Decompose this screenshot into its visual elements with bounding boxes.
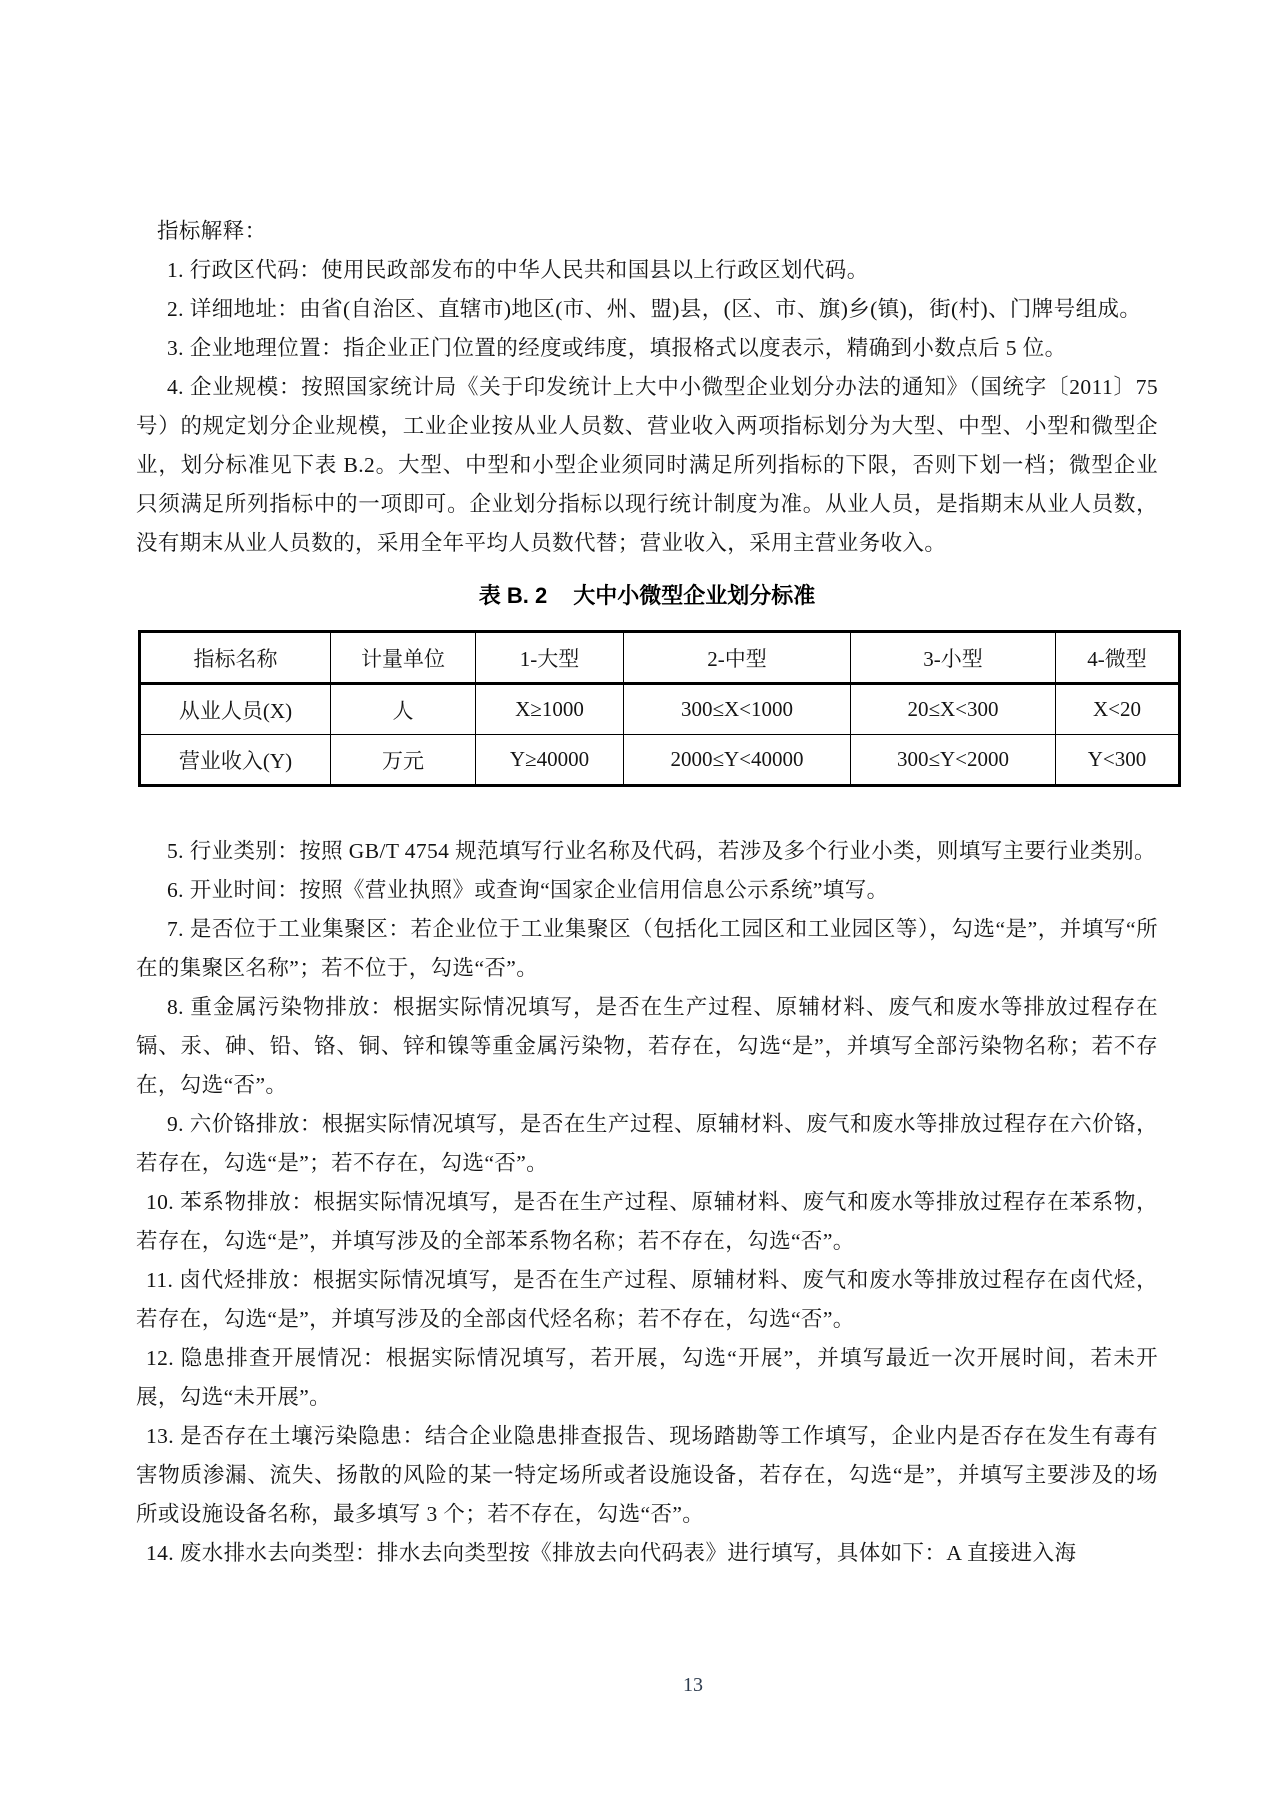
document-body <box>136 212 1158 1573</box>
paragraph-item-4: 4. 企业规模：按照国家统计局《关于印发统计上大中小微型企业划分办法的通知》（国统字〔2011〕75 号）的规定划分企业规模，工业企业按从业人员数、营业收入两项指标划分为大型、中型、小型和微型企业，划分标准见下表 B.2。大型、中型和小型企业须同时满足所列指标的下限，否则下划一档；微型企业只须满足所列指标中的一项即可。企业划分指标以现行统计制度为准。从业人员，是指期末从业人员数，没有期末从业人员数的，采用全年平均人员数代替；营业收入，采用主营业务收入。 <box>136 375 1158 555</box>
table-cell: 人 <box>331 684 476 735</box>
paragraph-item-3: 3. 企业地理位置：指企业正门位置的经度或纬度，填报格式以度表示，精确到小数点后 5 位。 <box>167 336 1067 360</box>
table-cell: 300≤Y<2000 <box>851 735 1056 786</box>
paragraph-item-6: 6. 开业时间：按照《营业执照》或查询“国家企业信用信息公示系统”填写。 <box>167 878 889 902</box>
paragraph-item-9: 9. 六价铬排放：根据实际情况填写，是否在生产过程、原辅材料、废气和废水等排放过程存在六价铬，若存在，勾选“是”；若不存在，勾选“否”。 <box>136 1112 1158 1175</box>
table-cell: X<20 <box>1056 684 1180 735</box>
paragraph-item-13: 13. 是否存在土壤污染隐患：结合企业隐患排查报告、现场踏勘等工作填写，企业内是否存在发生有毒有害物质渗漏、流失、扬散的风险的某一特定场所或者设施设备，若存在，勾选“是”，并填写主要涉及的场所或设施设备名称，最多填写 3 个；若不存在，勾选“否”。 <box>136 1424 1158 1526</box>
table-caption <box>136 576 1158 615</box>
paragraph-item-11: 11. 卤代烃排放：根据实际情况填写，是否在生产过程、原辅材料、废气和废水等排放过程存在卤代烃，若存在，勾选“是”，并填写涉及的全部卤代烃名称；若不存在，勾选“否”。 <box>136 1268 1158 1331</box>
table-header-cell: 2-中型 <box>624 632 851 684</box>
table-cell: Y≥40000 <box>476 735 624 786</box>
paragraph-item-5: 5. 行业类别：按照 GB/T 4754 规范填写行业名称及代码，若涉及多个行业小类，则填写主要行业类别。 <box>167 839 1156 863</box>
table-row <box>140 735 1180 786</box>
table-row <box>140 684 1180 735</box>
table-caption-title: 大中小微型企业划分标准 <box>573 583 816 608</box>
table-cell: 300≤X<1000 <box>624 684 851 735</box>
table-caption-label: 表 B. 2 <box>478 583 548 608</box>
table-header-cell: 4-微型 <box>1056 632 1180 684</box>
paragraph-item-2: 2. 详细地址：由省(自治区、直辖市)地区(市、州、盟)县，(区、市、旗)乡(镇)，街(村)、门牌号组成。 <box>167 297 1142 321</box>
paragraph-item-14: 14. 废水排水去向类型：排水去向类型按《排放去向代码表》进行填写，具体如下：A 直接进入海 <box>146 1541 1077 1565</box>
table-header-cell: 3-小型 <box>851 632 1056 684</box>
table-cell: 2000≤Y<40000 <box>624 735 851 786</box>
table-header-cell: 1-大型 <box>476 632 624 684</box>
table-b2-section <box>136 576 1158 787</box>
paragraph-item-7: 7. 是否位于工业集聚区：若企业位于工业集聚区（包括化工园区和工业园区等），勾选“是”，并填写“所在的集聚区名称”；若不位于，勾选“否”。 <box>136 917 1158 980</box>
table-cell: X≥1000 <box>476 684 624 735</box>
enterprise-classification-table <box>138 630 1181 787</box>
table-cell: 万元 <box>331 735 476 786</box>
table-cell: 从业人员(X) <box>140 684 331 735</box>
paragraph-item-12: 12. 隐患排查开展情况：根据实际情况填写，若开展，勾选“开展”，并填写最近一次开展时间，若未开展，勾选“未开展”。 <box>136 1346 1158 1409</box>
paragraph-item-8: 8. 重金属污染物排放：根据实际情况填写，是否在生产过程、原辅材料、废气和废水等排放过程存在镉、汞、砷、铅、铬、铜、锌和镍等重金属污染物，若存在，勾选“是”，并填写全部污染物名称；若不存在，勾选“否”。 <box>136 995 1158 1097</box>
paragraph-item-1: 1. 行政区代码：使用民政部发布的中华人民共和国县以上行政区划代码。 <box>167 258 869 282</box>
table-cell: 20≤X<300 <box>851 684 1056 735</box>
table-header-cell: 计量单位 <box>331 632 476 684</box>
paragraph-intro: 指标解释： <box>157 219 267 243</box>
table-cell: 营业收入(Y) <box>140 735 331 786</box>
page-number: 13 <box>683 1674 703 1696</box>
table-header-cell: 指标名称 <box>140 632 331 684</box>
table-header-row <box>140 632 1180 684</box>
table-cell: Y<300 <box>1056 735 1180 786</box>
paragraph-item-10: 10. 苯系物排放：根据实际情况填写，是否在生产过程、原辅材料、废气和废水等排放过程存在苯系物，若存在，勾选“是”，并填写涉及的全部苯系物名称；若不存在，勾选“否”。 <box>136 1190 1158 1253</box>
